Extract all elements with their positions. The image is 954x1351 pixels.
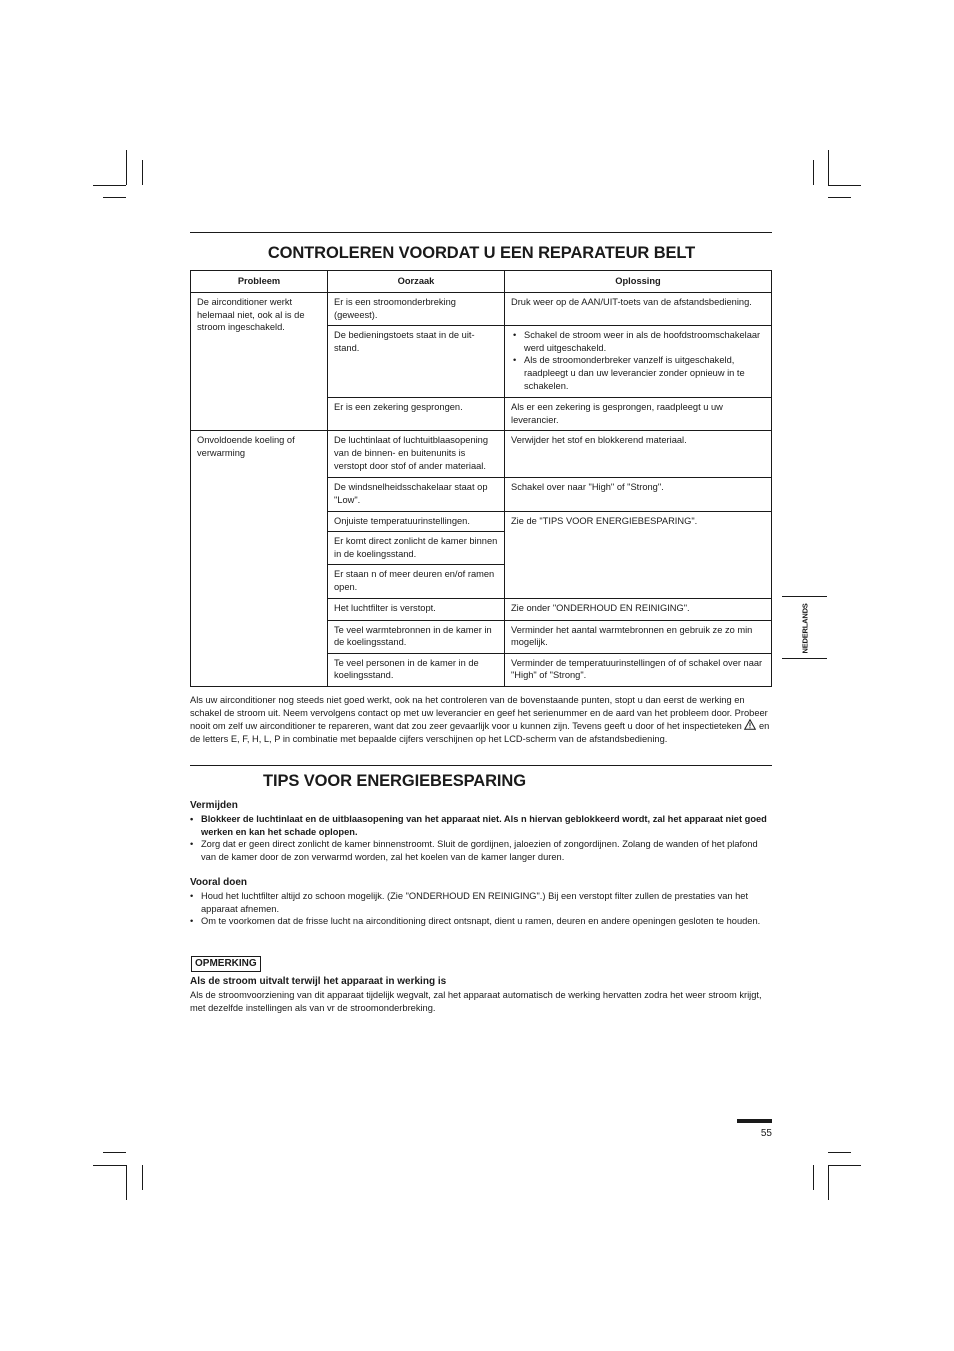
crop-mark [828,185,861,186]
list-item: • Houd het luchtfilter altijd zo schoon mogelijk. (Zie "ONDERHOUD EN REINIGING".) Bij een verstopt filter zullen de prestaties van het apparaat afnemen. [190,890,772,915]
do-list [190,890,772,928]
cause-cell: Onjuiste temperatuurinstellingen. [328,511,505,532]
cause-cell: Het luchtfilter is verstopt. [328,598,505,620]
crop-mark [103,1152,126,1153]
avoid-heading: Vermijden [190,800,238,811]
table-row [191,431,772,478]
crop-mark [828,197,851,198]
warning-triangle-icon [744,719,756,730]
list-item: • Schakel de stroom weer in als de hoofdstroomschakelaar werd uitgeschakeld. [524,329,765,354]
crop-mark [126,150,127,185]
avoid-list [190,813,772,863]
solution-cell: Schakel over naar "High" of "Strong". [505,478,772,511]
crop-mark [142,1165,143,1190]
solution-cell: Verwijder het stof en blokkerend materiaal. [505,431,772,478]
crop-mark [828,1165,861,1166]
cause-cell: De windsnelheidsschakelaar staat op "Low". [328,478,505,511]
cause-cell: Er is een zekering gesprongen. [328,398,505,431]
list-item: • Zorg dat er geen direct zonlicht de kamer binnenstroomt. Sluit de gordijnen, jaloezien of zongordijnen. Zolang de wanden of het plafond van de kamer door de zon verwarmd worden, zal het koelen van de kamer langer duren. [190,838,772,863]
header-solution: Oplossing [505,271,772,293]
list-item: • Als de stroomonderbreker vanzelf is uitgeschakeld, raadpleegt u dan uw leverancier zonder opnieuw in te schakelen. [524,354,765,392]
solution-cell: Verminder het aantal warmtebronnen en gebruik ze zo min mogelijk. [505,620,772,653]
list-item: • Blokkeer de luchtinlaat en de uitblaasopening van het apparaat niet. Als n hiervan geblokkeerd wordt, zal het apparaat niet goed werken en kan het schade oplopen. [190,813,772,838]
cause-cell: De luchtinlaat of luchtuitblaasopening van de binnen- en buitenunits is verstopt door stof of ander materiaal. [328,431,505,478]
crop-mark [93,1165,126,1166]
crop-mark [828,1165,829,1200]
problem-cell: De airconditioner werkt helemaal niet, ook al is de stroom ingeschakeld. [191,293,328,431]
crop-mark [103,197,126,198]
page-number: 55 [760,1128,772,1139]
crop-mark [828,1152,851,1153]
note-label: OPMERKING [191,956,261,972]
footer-text: en de letters E, F, H, L, P in combinatie met bepaalde cijfers verschijnen op het LCD-scherm van de afstandsbediening. [190,721,770,744]
crop-mark [813,160,814,185]
cause-cell: Te veel warmtebronnen in de kamer in de koelingsstand. [328,620,505,653]
solution-cell: Verminder de temperatuurinstellingen of of schakel over naar "High" of "Strong". [505,653,772,686]
page-number-bar [737,1119,772,1123]
table-row [191,293,772,326]
solution-cell: Zie de "TIPS VOOR ENERGIEBESPARING". [505,511,772,598]
troubleshooting-table [190,270,772,687]
cause-cell: Er staan n of meer deuren en/of ramen open. [328,565,505,598]
language-tab-label: NEDERLANDS [800,603,810,654]
cause-cell: Te veel personen in de kamer in de koelingsstand. [328,653,505,686]
header-cause: Oorzaak [328,271,505,293]
do-heading: Vooral doen [190,877,248,888]
tips-title: TIPS VOOR ENERGIEBESPARING [263,772,526,790]
cause-cell: Er komt direct zonlicht de kamer binnen in de koelingsstand. [328,532,505,565]
section-rule [190,232,772,233]
solution-cell [505,326,772,398]
solution-cell: Druk weer op de AAN/UIT-toets van de afstandsbediening. [505,293,772,326]
note-heading: Als de stroom uitvalt terwijl het apparaat in werking is [190,976,447,987]
crop-mark [93,185,126,186]
crop-mark [126,1165,127,1200]
solution-list [511,329,765,392]
solution-cell: Zie onder "ONDERHOUD EN REINIGING". [505,598,772,620]
solution-cell: Als er een zekering is gesprongen, raadpleegt u uw leverancier. [505,398,772,431]
crop-mark [813,1165,814,1190]
header-problem: Probleem [191,271,328,293]
footer-text: Als uw airconditioner nog steeds niet goed werkt, ook na het controleren van de bovenstaande punten, stopt u dan eerst de werking en schakel de stroom uit. Neem vervolgens contact op met uw leverancier en geef het serienummer en de aard van het probleem door. Probeer nooit om zelf uw airconditioner te repareren, want dat zou zeer gevaarlijk voor u kunnen zijn. Tevens geeft u door of het inspectieteken [190,695,768,732]
note-text: Als de stroomvoorziening van dit apparaat tijdelijk wegvalt, zal het apparaat automatisch de werking hervatten zodra het weer stroom krijgt, met dezelfde instellingen als van vr de stroomonderbreking. [190,990,762,1013]
crop-mark [142,160,143,185]
troubleshooting-title: CONTROLEREN VOORDAT U EEN REPARATEUR BELT [267,244,696,262]
cause-cell: Er is een stroomonderbreking (geweest). [328,293,505,326]
troubleshooting-footer [190,694,772,745]
list-item: • Om te voorkomen dat de frisse lucht na airconditioning direct ontsnapt, dient u ramen, deuren en andere openingen gesloten te houden. [190,915,772,928]
table-header-row [191,271,772,293]
problem-cell: Onvoldoende koeling of verwarming [191,431,328,687]
cause-cell: De bedieningstoets staat in de uit-stand. [328,326,505,398]
crop-mark [828,150,829,185]
section-rule [190,765,772,766]
